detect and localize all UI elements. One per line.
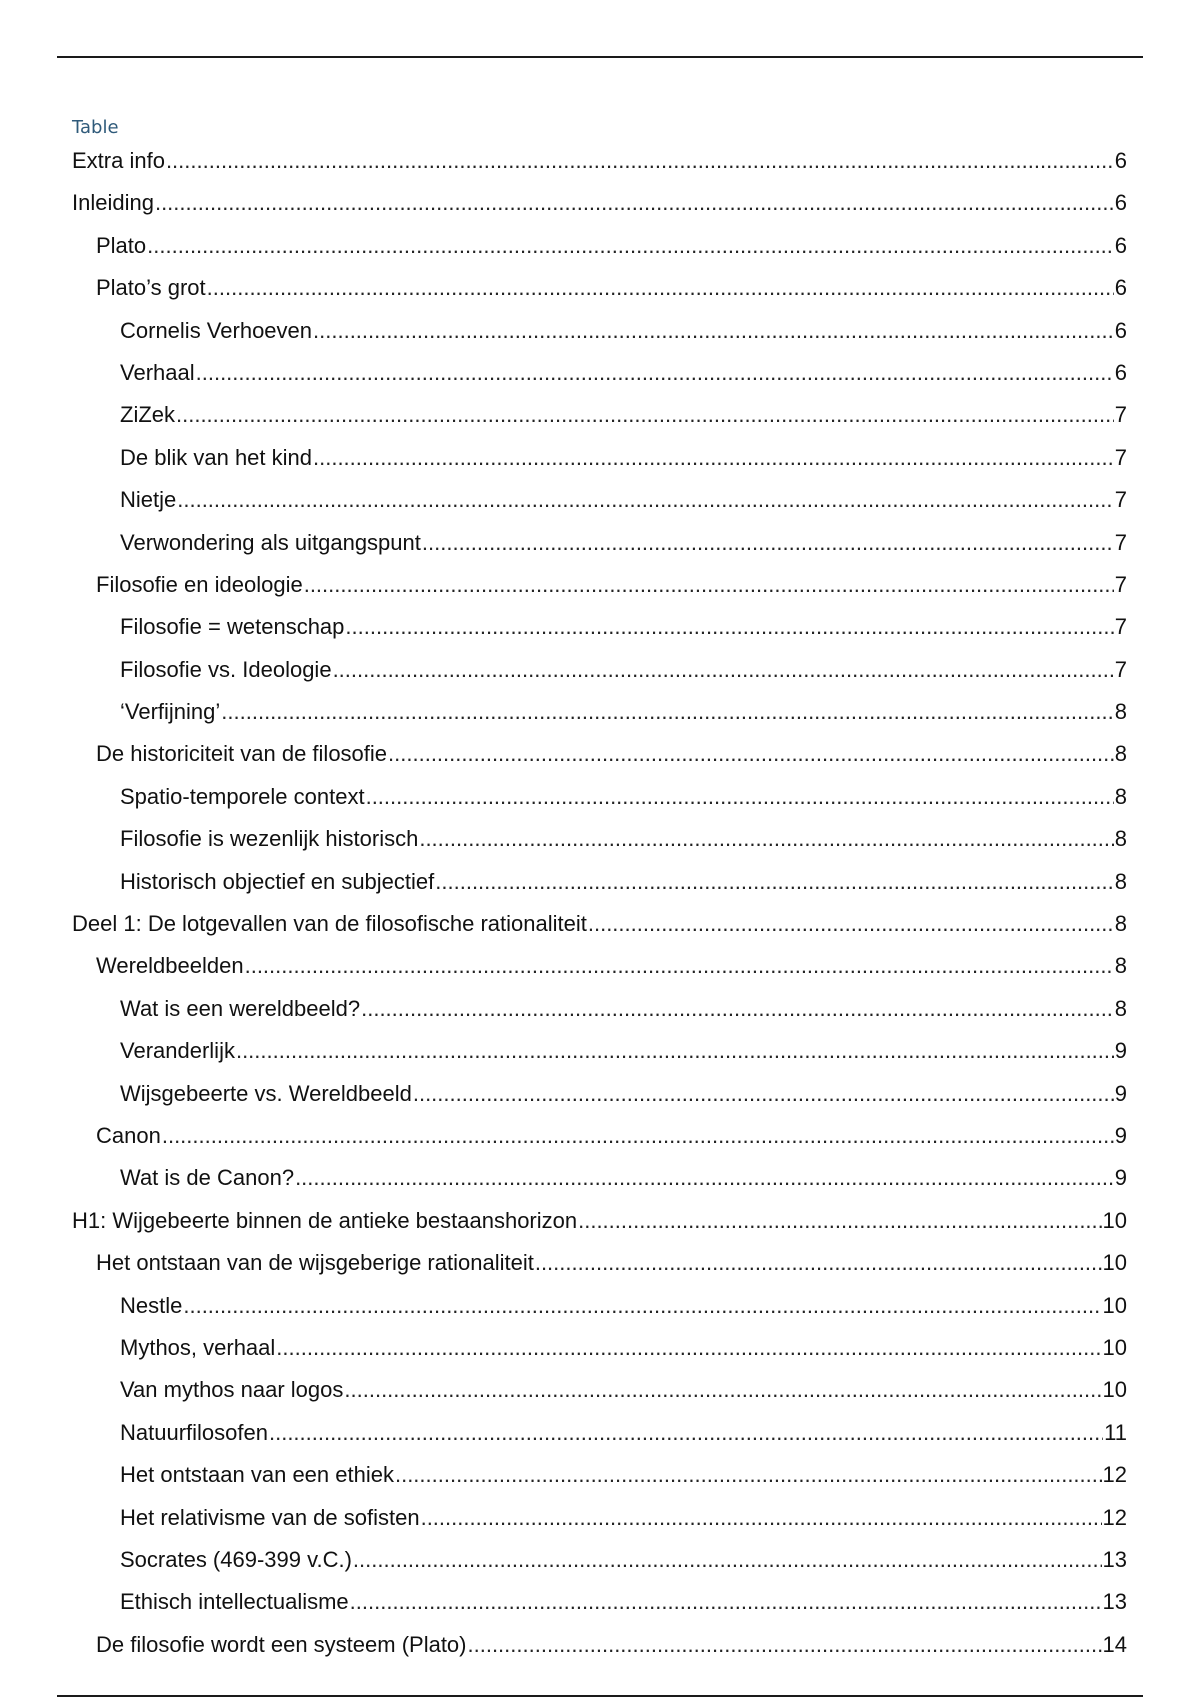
toc-dot-leader — [468, 1632, 1102, 1658]
toc-entry[interactable] — [72, 360, 1127, 402]
toc-entry-title[interactable]: H1: Wijgebeerte binnen de antieke bestaanshorizon — [72, 1207, 578, 1233]
toc-dot-leader — [353, 1547, 1102, 1573]
toc-entry[interactable] — [72, 148, 1127, 190]
toc-dot-leader — [176, 402, 1114, 428]
toc-dot-leader — [196, 360, 1114, 386]
bottom-rule — [57, 1695, 1143, 1697]
toc-entry-page-number[interactable]: 6 — [1114, 359, 1127, 385]
toc-entry-page-number[interactable]: 8 — [1114, 826, 1127, 852]
toc-dot-leader — [177, 487, 1114, 513]
toc-entry-title[interactable]: ZiZek — [120, 402, 175, 428]
toc-entry-page-number[interactable]: 7 — [1114, 487, 1127, 513]
toc-dot-leader — [588, 911, 1114, 937]
toc-entry-page-number[interactable]: 8 — [1114, 783, 1127, 809]
toc-entry[interactable] — [72, 190, 1127, 232]
toc-entry-page-number[interactable]: 6 — [1114, 190, 1127, 216]
toc-entry[interactable] — [72, 1250, 1127, 1292]
toc-entry[interactable] — [72, 1208, 1127, 1250]
toc-entry[interactable] — [72, 826, 1127, 868]
toc-entry-title[interactable]: Historisch objectief en subjectief — [120, 868, 435, 894]
toc-entry-title[interactable]: Inleiding — [72, 190, 154, 216]
toc-entry-page-number[interactable]: 10 — [1102, 1377, 1127, 1403]
toc-dot-leader — [361, 996, 1114, 1022]
toc-heading: Table — [72, 117, 119, 138]
toc-entry-page-number[interactable]: 7 — [1114, 402, 1127, 428]
toc-dot-leader — [388, 741, 1114, 767]
toc-dot-leader — [422, 530, 1114, 556]
toc-dot-leader — [313, 445, 1114, 471]
toc-entry-page-number[interactable]: 9 — [1114, 1080, 1127, 1106]
toc-entry[interactable] — [72, 530, 1127, 572]
toc-dot-leader — [366, 784, 1114, 810]
toc-entry[interactable] — [72, 402, 1127, 444]
toc-entry-title[interactable]: Wijsgebeerte vs. Wereldbeeld — [120, 1080, 412, 1106]
toc-entry[interactable] — [72, 1081, 1127, 1123]
toc-entry-page-number[interactable]: 10 — [1102, 1292, 1127, 1318]
toc-dot-leader — [344, 1377, 1101, 1403]
toc-entry[interactable] — [72, 869, 1127, 911]
toc-dot-leader — [221, 699, 1113, 725]
toc-entry-title[interactable]: Canon — [96, 1122, 161, 1148]
toc-entry[interactable] — [72, 1505, 1127, 1547]
toc-dot-leader — [350, 1589, 1102, 1615]
toc-entry-page-number[interactable]: 13 — [1102, 1546, 1127, 1572]
toc-entry-title[interactable]: Nestle — [120, 1292, 183, 1318]
toc-entry-page-number[interactable]: 12 — [1102, 1504, 1127, 1530]
toc-entry-title[interactable]: De filosofie wordt een systeem (Plato) — [96, 1631, 467, 1657]
toc-entry-title[interactable]: Plato — [96, 232, 147, 258]
toc-entry[interactable] — [72, 741, 1127, 783]
toc-entry-page-number[interactable]: 8 — [1114, 699, 1127, 725]
toc-entry-title[interactable]: Socrates (469-399 v.C.) — [120, 1546, 352, 1572]
toc-entry[interactable] — [72, 699, 1127, 741]
toc-entry-title[interactable]: De blik van het kind — [120, 444, 312, 470]
toc-entry-title[interactable]: Veranderlijk — [120, 1038, 235, 1064]
toc-dot-leader — [419, 826, 1113, 852]
toc-entry[interactable] — [72, 1038, 1127, 1080]
toc-entry-page-number[interactable]: 8 — [1114, 911, 1127, 937]
toc-entry[interactable] — [72, 614, 1127, 656]
toc-entry-page-number[interactable]: 9 — [1114, 1165, 1127, 1191]
toc-entry-title[interactable]: Verwondering als uitgangspunt — [120, 529, 421, 555]
toc-entry-title[interactable]: Natuurfilosofen — [120, 1419, 268, 1445]
toc-entry-page-number[interactable]: 6 — [1114, 317, 1127, 343]
toc-dot-leader — [147, 233, 1114, 259]
toc-dot-leader — [333, 657, 1114, 683]
toc-entry-title[interactable]: Mythos, verhaal — [120, 1334, 276, 1360]
toc-dot-leader — [304, 572, 1114, 598]
toc-dot-leader — [578, 1208, 1101, 1234]
toc-entry-title[interactable]: Wereldbeelden — [96, 953, 244, 979]
toc-dot-leader — [345, 614, 1113, 640]
toc-entry-page-number[interactable]: 7 — [1114, 529, 1127, 555]
toc-entry-title[interactable]: ‘Verfijning’ — [120, 699, 221, 725]
toc-entry-page-number[interactable]: 9 — [1114, 1122, 1127, 1148]
toc-entry-title[interactable]: Verhaal — [120, 359, 195, 385]
toc-dot-leader — [236, 1038, 1114, 1064]
toc-entry-page-number[interactable]: 8 — [1114, 995, 1127, 1021]
toc-dot-leader — [162, 1123, 1114, 1149]
toc-dot-leader — [313, 318, 1114, 344]
toc-entry-page-number[interactable]: 8 — [1114, 868, 1127, 894]
toc-entry[interactable] — [72, 1420, 1127, 1462]
toc-entry-title[interactable]: Het relativisme van de sofisten — [120, 1504, 420, 1530]
toc-entry-title[interactable]: Wat is een wereldbeeld? — [120, 995, 361, 1021]
toc-entry-title[interactable]: Nietje — [120, 487, 177, 513]
toc-entry-title[interactable]: Van mythos naar logos — [120, 1377, 344, 1403]
toc-dot-leader — [435, 869, 1113, 895]
toc-entry-title[interactable]: Ethisch intellectualisme — [120, 1589, 349, 1615]
toc-dot-leader — [245, 953, 1114, 979]
toc-entry-page-number[interactable]: 11 — [1104, 1419, 1127, 1445]
toc-dot-leader — [295, 1165, 1114, 1191]
toc-dot-leader — [207, 275, 1114, 301]
toc-entry-page-number[interactable]: 10 — [1102, 1250, 1127, 1276]
top-rule — [57, 56, 1143, 58]
toc-entry[interactable] — [72, 1462, 1127, 1504]
toc-entry-page-number[interactable]: 14 — [1102, 1631, 1127, 1657]
toc-entry[interactable] — [72, 1123, 1127, 1165]
toc-entry-page-number[interactable]: 6 — [1114, 148, 1127, 173]
toc-entry-page-number[interactable]: 6 — [1114, 232, 1127, 258]
toc-entry-page-number[interactable]: 7 — [1114, 656, 1127, 682]
toc-entry-title[interactable]: Spatio-temporele context — [120, 783, 365, 809]
toc-entry-title[interactable]: Extra info — [72, 148, 165, 173]
toc-entry-page-number[interactable]: 8 — [1114, 741, 1127, 767]
toc-dot-leader — [155, 190, 1114, 216]
toc-entry-title[interactable]: Wat is de Canon? — [120, 1165, 295, 1191]
toc-entry-title[interactable]: Het ontstaan van een ethiek — [120, 1462, 394, 1488]
toc-entry[interactable] — [72, 657, 1127, 699]
toc-entry-page-number[interactable]: 12 — [1102, 1462, 1127, 1488]
toc-dot-leader — [421, 1505, 1102, 1531]
toc-dot-leader — [413, 1081, 1114, 1107]
toc-entry[interactable] — [72, 1293, 1127, 1335]
toc-entry[interactable] — [72, 1377, 1127, 1419]
toc-entry-page-number[interactable]: 10 — [1102, 1207, 1127, 1233]
toc-entry[interactable] — [72, 1335, 1127, 1377]
toc-entry-page-number[interactable]: 7 — [1114, 614, 1127, 640]
toc-entry[interactable] — [72, 996, 1127, 1038]
toc-entry[interactable] — [72, 911, 1127, 953]
toc-entry-page-number[interactable]: 8 — [1114, 953, 1127, 979]
toc-entry-page-number[interactable]: 7 — [1114, 571, 1127, 597]
toc-dot-leader — [183, 1293, 1101, 1319]
toc-entry[interactable] — [72, 445, 1127, 487]
toc-entry-title[interactable]: Filosofie is wezenlijk historisch — [120, 826, 419, 852]
toc-entry[interactable] — [72, 233, 1127, 275]
toc-entry[interactable] — [72, 1632, 1127, 1674]
toc-entry[interactable] — [72, 784, 1127, 826]
toc-entry-page-number[interactable]: 9 — [1114, 1038, 1127, 1064]
toc-dot-leader — [166, 148, 1114, 174]
toc-dot-leader — [395, 1462, 1102, 1488]
toc-entry[interactable] — [72, 572, 1127, 614]
toc-dot-leader — [269, 1420, 1103, 1446]
toc-entry-title[interactable]: Cornelis Verhoeven — [120, 317, 313, 343]
toc-entry[interactable] — [72, 1589, 1127, 1631]
toc-entry-title[interactable]: De historiciteit van de filosofie — [96, 741, 388, 767]
toc-entry-title[interactable]: Filosofie vs. Ideologie — [120, 656, 332, 682]
toc-entry-title[interactable]: Deel 1: De lotgevallen van de filosofische rationaliteit — [72, 911, 587, 937]
toc-entry[interactable] — [72, 1165, 1127, 1207]
toc-entry[interactable] — [72, 953, 1127, 995]
toc-entry[interactable] — [72, 487, 1127, 529]
toc-entry-title[interactable]: Plato’s grot — [96, 275, 206, 301]
toc-entry-page-number[interactable]: 6 — [1114, 275, 1127, 301]
toc-entry-page-number[interactable]: 13 — [1102, 1589, 1127, 1615]
toc-dot-leader — [535, 1250, 1102, 1276]
toc-entry-page-number[interactable]: 7 — [1114, 444, 1127, 470]
toc-entry[interactable] — [72, 318, 1127, 360]
toc-entry[interactable] — [72, 1547, 1127, 1589]
toc-entry-title[interactable]: Het ontstaan van de wijsgeberige rationaliteit — [96, 1250, 534, 1276]
toc-entry-title[interactable]: Filosofie en ideologie — [96, 571, 303, 597]
toc-entry-title[interactable]: Filosofie = wetenschap — [120, 614, 345, 640]
toc-entry-page-number[interactable]: 10 — [1102, 1334, 1127, 1360]
table-of-contents — [72, 148, 1127, 1674]
toc-entry[interactable] — [72, 275, 1127, 317]
toc-dot-leader — [276, 1335, 1101, 1361]
